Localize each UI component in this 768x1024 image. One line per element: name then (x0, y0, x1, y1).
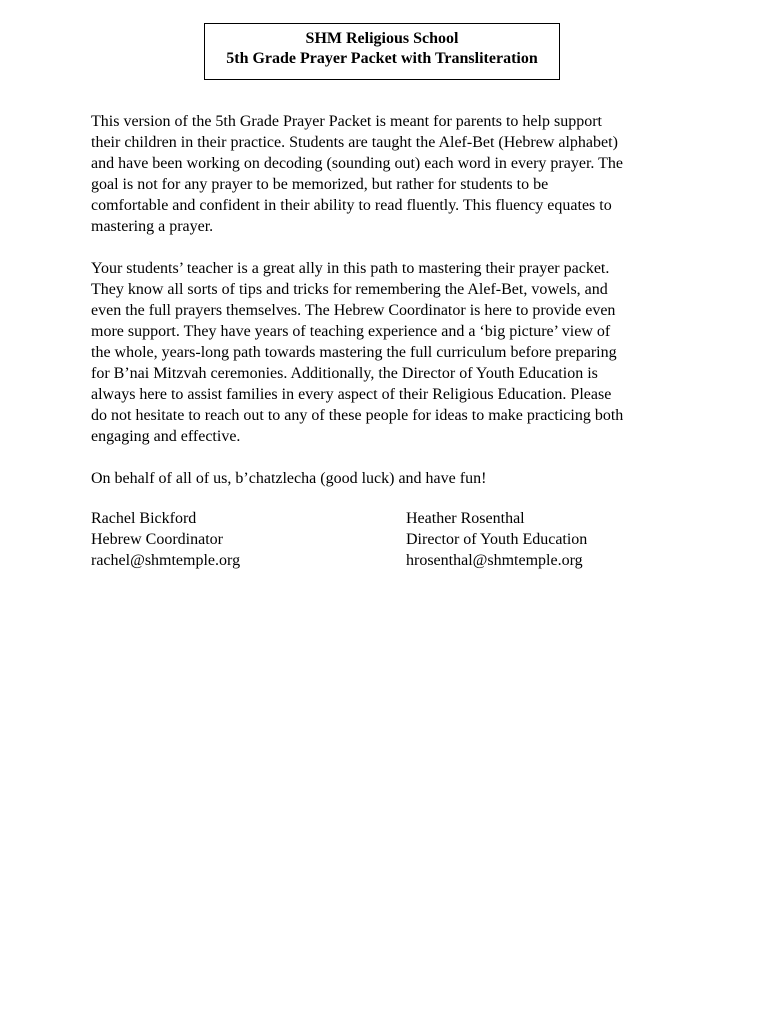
text-line: They know all sorts of tips and tricks for remembering the Alef-Bet, vowels, and (91, 281, 608, 298)
signer-title: Director of Youth Education (406, 531, 588, 548)
signer-name: Rachel Bickford (91, 510, 197, 527)
text-line: comfortable and confident in their ability to read fluently. This fluency equates to (91, 197, 612, 214)
text-line: mastering a prayer. (91, 218, 214, 235)
text-line: for B’nai Mitzvah ceremonies. Additionally, the Director of Youth Education is (91, 365, 598, 382)
school-name: SHM Religious School (305, 30, 459, 47)
packet-title: 5th Grade Prayer Packet with Transliteration (226, 50, 538, 67)
text-line: do not hesitate to reach out to any of these people for ideas to make practicing both (91, 407, 624, 424)
text-line: This version of the 5th Grade Prayer Packet is meant for parents to help support (91, 113, 602, 130)
text-line: goal is not for any prayer to be memorized, but rather for students to be (91, 176, 549, 193)
text-line: Your students’ teacher is a great ally in this path to mastering their prayer packet. (91, 260, 610, 277)
paragraph-intro (91, 111, 691, 237)
text-line: On behalf of all of us, b’chatzlecha (good luck) and have fun! (91, 470, 487, 487)
signature-right (406, 508, 587, 571)
text-line: their children in their practice. Students are taught the Alef-Bet (Hebrew alphabet) (91, 134, 618, 151)
signer-title: Hebrew Coordinator (91, 531, 223, 548)
signer-email: rachel@shmtemple.org (91, 552, 241, 569)
text-line: more support. They have years of teaching experience and a ‘big picture’ view of (91, 323, 611, 340)
signer-name: Heather Rosenthal (406, 510, 525, 527)
text-line: engaging and effective. (91, 428, 241, 445)
document-title-box (204, 23, 560, 80)
signature-left (91, 508, 240, 571)
text-line: and have been working on decoding (sounding out) each word in every prayer. The (91, 155, 623, 172)
letter-body (91, 111, 691, 510)
paragraph-support (91, 258, 691, 447)
text-line: even the full prayers themselves. The Hebrew Coordinator is here to provide even (91, 302, 616, 319)
text-line: the whole, years-long path towards mastering the full curriculum before preparing (91, 344, 617, 361)
paragraph-closing (91, 468, 691, 489)
text-line: always here to assist families in every aspect of their Religious Education. Please (91, 386, 612, 403)
signer-email: hrosenthal@shmtemple.org (406, 552, 583, 569)
